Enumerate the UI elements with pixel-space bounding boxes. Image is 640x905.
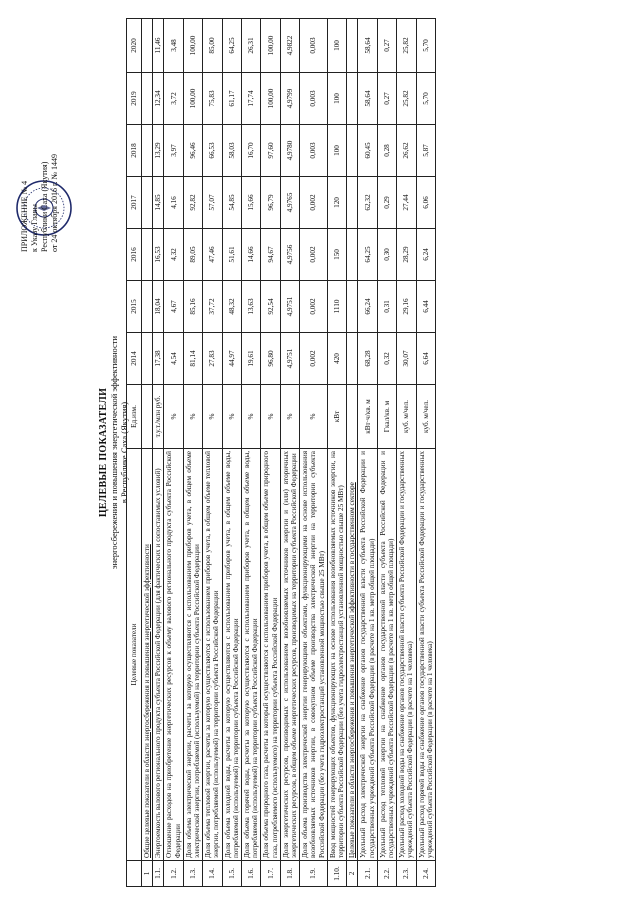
- value-cell: 4,9751: [280, 281, 299, 333]
- value-cell: 0,32: [377, 333, 396, 385]
- column-header: Ед.изм.: [127, 385, 142, 449]
- value-cell: [142, 281, 153, 333]
- value-cell: 0,003: [300, 73, 328, 125]
- value-cell: 3,72: [164, 73, 183, 125]
- value-cell: 100: [327, 125, 346, 177]
- value-cell: 4,9799: [280, 73, 299, 125]
- value-cell: [347, 19, 358, 73]
- value-cell: 28,29: [397, 229, 416, 281]
- target-indicators-table: [126, 18, 436, 887]
- table-row: [142, 19, 153, 887]
- value-cell: 14,66: [242, 229, 261, 281]
- indicator-name: Отношение расходов на приобретение энергетических ресурсов к объему валового регионального продукта субъекта Российской Федерации: [164, 449, 183, 861]
- value-cell: 12,34: [153, 73, 164, 125]
- value-cell: 100,00: [261, 73, 280, 125]
- row-number: 1.2.: [164, 861, 183, 887]
- value-cell: 92,82: [183, 177, 202, 229]
- value-cell: 44,97: [222, 333, 241, 385]
- value-cell: 75,83: [203, 73, 222, 125]
- table-row: [222, 19, 241, 887]
- value-cell: 96,46: [183, 125, 202, 177]
- value-cell: [347, 73, 358, 125]
- row-number: 1.1.: [153, 861, 164, 887]
- value-cell: 100,00: [183, 73, 202, 125]
- value-cell: 17,74: [242, 73, 261, 125]
- column-header: Целевые показатели: [127, 449, 142, 861]
- row-number: 1.3.: [183, 861, 202, 887]
- value-cell: 0,28: [377, 125, 396, 177]
- value-cell: 26,31: [242, 19, 261, 73]
- value-cell: 18,04: [153, 281, 164, 333]
- value-cell: 57,07: [203, 177, 222, 229]
- value-cell: 64,25: [222, 19, 241, 73]
- value-cell: [347, 333, 358, 385]
- value-cell: 66,53: [203, 125, 222, 177]
- region-name: Республики Саха (Якутия): [40, 161, 49, 252]
- indicator-name: Ввод мощностей генерирующих объектов, функционирующих на основе использования возобновляемых источников энергии, на территории субъекта Российской Федерации (без учета гидроэлектростанций установленной мощностью свыше 25 МВт): [327, 449, 346, 861]
- value-cell: 17,38: [153, 333, 164, 385]
- value-cell: 85,16: [183, 281, 202, 333]
- value-cell: 6,24: [416, 229, 435, 281]
- subtitle-line-2: в Республике Саха (Якутия): [119, 401, 129, 504]
- value-cell: [142, 333, 153, 385]
- title-block: [98, 0, 129, 905]
- value-cell: 27,44: [397, 177, 416, 229]
- value-cell: 3,48: [164, 19, 183, 73]
- value-cell: 150: [327, 229, 346, 281]
- table-row: [358, 19, 377, 887]
- value-cell: [347, 229, 358, 281]
- value-cell: 58,03: [222, 125, 241, 177]
- value-cell: [347, 125, 358, 177]
- column-header: 2018: [127, 125, 142, 177]
- row-number: 2.1.: [358, 861, 377, 887]
- value-cell: 25,82: [397, 73, 416, 125]
- appendix-number: ПРИЛОЖЕНИЕ № 4: [20, 180, 29, 252]
- value-cell: 37,72: [203, 281, 222, 333]
- value-cell: 1110: [327, 281, 346, 333]
- value-cell: 60,45: [358, 125, 377, 177]
- page-title: ЦЕЛЕВЫЕ ПОКАЗАТЕЛИ: [98, 387, 109, 518]
- row-number: 2: [347, 861, 358, 887]
- table-row: [327, 19, 346, 887]
- value-cell: 68,28: [358, 333, 377, 385]
- unit-cell: %: [183, 385, 202, 449]
- value-cell: 47,46: [203, 229, 222, 281]
- value-cell: 54,85: [222, 177, 241, 229]
- value-cell: 61,17: [222, 73, 241, 125]
- value-cell: 0,002: [300, 229, 328, 281]
- indicator-name: Удельный расход тепловой энергии на снабжение органов государственной власти субъекта Российской Федерации и государственных учреждений субъекта Российской Федерации (в расчете на 1 кв. метр общей площади): [377, 449, 396, 861]
- value-cell: 4,67: [164, 281, 183, 333]
- unit-cell: %: [203, 385, 222, 449]
- value-cell: 420: [327, 333, 346, 385]
- table-row: [183, 19, 202, 887]
- unit-cell: %: [242, 385, 261, 449]
- value-cell: 0,002: [300, 281, 328, 333]
- value-cell: 4,9756: [280, 229, 299, 281]
- row-number: 2.4.: [416, 861, 435, 887]
- indicator-name: Удельный расход горячей воды на снабжение органов государственной власти субъекта Российской Федерации и государственных учреждений субъекта Российской Федерации (в расчете на 1 человека): [416, 449, 435, 861]
- value-cell: 25,82: [397, 19, 416, 73]
- appendix-header: [20, 22, 60, 252]
- unit-cell: куб. м/чел.: [397, 385, 416, 449]
- value-cell: 62,32: [358, 177, 377, 229]
- row-number: 2.2.: [377, 861, 396, 887]
- value-cell: 100: [327, 19, 346, 73]
- indicator-name: Доля объема горячей воды, расчеты за которую осуществляются с использованием приборов учета, в общем объеме воды, потребляемой (используемой) на территории субъекта Российской Федерации: [242, 449, 261, 861]
- value-cell: 30,07: [397, 333, 416, 385]
- value-cell: [142, 73, 153, 125]
- value-cell: 6,64: [416, 333, 435, 385]
- value-cell: 4,9765: [280, 177, 299, 229]
- decree-date: от 24 октября 2016 г. № 1449: [50, 153, 59, 252]
- value-cell: 100: [327, 73, 346, 125]
- value-cell: 51,61: [222, 229, 241, 281]
- value-cell: 4,54: [164, 333, 183, 385]
- unit-cell: кВт: [327, 385, 346, 449]
- unit-cell: %: [300, 385, 328, 449]
- table-row: [347, 19, 358, 887]
- value-cell: 27,83: [203, 333, 222, 385]
- value-cell: [142, 229, 153, 281]
- row-number: 1.10.: [327, 861, 346, 887]
- value-cell: 26,62: [397, 125, 416, 177]
- value-cell: 100,00: [183, 19, 202, 73]
- value-cell: 66,24: [358, 281, 377, 333]
- value-cell: 120: [327, 177, 346, 229]
- indicator-name: Удельный расход электрической энергии на снабжение органов государственной власти субъекта Российской Федерации и государственных учреждений субъекта Российской Федерации (в расчете на 1 кв. метр общей площади): [358, 449, 377, 861]
- table-row: [203, 19, 222, 887]
- indicator-name: Доля объема электрической энергии, расчеты за которую осуществляются с использованием приборов учета, в общем объеме электрической энергии, потребляемой (используемой) на территории субъекта Российской Федерации: [183, 449, 202, 861]
- table-row: [377, 19, 396, 887]
- row-number: 1.7.: [261, 861, 280, 887]
- unit-cell: %: [222, 385, 241, 449]
- value-cell: 48,32: [222, 281, 241, 333]
- column-header: 2015: [127, 281, 142, 333]
- indicator-name: Общие целевые показатели в области энергосбережения и повышения энергетической эффективности: [142, 449, 153, 861]
- value-cell: 4,16: [164, 177, 183, 229]
- indicator-name: Удельный расход холодной воды на снабжение органов государственной власти субъекта Российской Федерации и государственных учреждений субъекта Российской Федерации (в расчете на 1 человека): [397, 449, 416, 861]
- indicator-name: Доля объема производства электрической энергии генерирующими объектами, функционирующими на основе использования возобновляемых источников энергии, в совокупном объеме производства электрической энергии на территории субъекта Российской Федерации (без учета гидроэлектростанций установленной мощностью свыше 25 МВт): [300, 449, 328, 861]
- subtitle-line-1: энергосбережения и повышения энергетической эффективности: [109, 335, 119, 570]
- row-number: 1.5.: [222, 861, 241, 887]
- column-header: 2020: [127, 19, 142, 73]
- value-cell: 0,27: [377, 73, 396, 125]
- value-cell: 11,46: [153, 19, 164, 73]
- unit-cell: куб. м/чел.: [416, 385, 435, 449]
- table-row: [153, 19, 164, 887]
- value-cell: 0,30: [377, 229, 396, 281]
- value-cell: 58,64: [358, 19, 377, 73]
- value-cell: 0,29: [377, 177, 396, 229]
- value-cell: [142, 19, 153, 73]
- value-cell: 16,70: [242, 125, 261, 177]
- value-cell: 0,31: [377, 281, 396, 333]
- column-header: 2017: [127, 177, 142, 229]
- table-row: [164, 19, 183, 887]
- table-row: [397, 19, 416, 887]
- value-cell: 92,54: [261, 281, 280, 333]
- row-number: 1: [142, 861, 153, 887]
- column-header: [127, 861, 142, 887]
- value-cell: 5,87: [416, 125, 435, 177]
- table-row: [416, 19, 435, 887]
- value-cell: [142, 125, 153, 177]
- value-cell: 6,06: [416, 177, 435, 229]
- value-cell: 16,53: [153, 229, 164, 281]
- row-number: 1.9.: [300, 861, 328, 887]
- indicator-name: Доля энергетических ресурсов, производимых с использованием возобновляемых источников энергии и (или) вторичных энергетических ресурсов, в общем объеме энергетических ресурсов, производимых на территории субъекта Российской Федерации: [280, 449, 299, 861]
- value-cell: 3,97: [164, 125, 183, 177]
- value-cell: 4,9822: [280, 19, 299, 73]
- indicator-name: Доля объема холодной воды, расчеты за которую осуществляются с использованием приборов учета, в общем объеме воды, потребляемой (используемой) на территории субъекта Российской Федерации: [222, 449, 241, 861]
- value-cell: 15,66: [242, 177, 261, 229]
- table-row: [300, 19, 328, 887]
- value-cell: 13,29: [153, 125, 164, 177]
- value-cell: 100,00: [261, 19, 280, 73]
- value-cell: 58,64: [358, 73, 377, 125]
- indicator-name: Энергоемкость валового регионального продукта субъекта Российской Федерации (для фактических и сопоставимых условий): [153, 449, 164, 861]
- value-cell: 4,9751: [280, 333, 299, 385]
- table-row: [280, 19, 299, 887]
- value-cell: 14,85: [153, 177, 164, 229]
- table-header-row: [127, 19, 142, 887]
- value-cell: [347, 177, 358, 229]
- row-number: 1.4.: [203, 861, 222, 887]
- column-header: 2016: [127, 229, 142, 281]
- value-cell: 64,25: [358, 229, 377, 281]
- unit-cell: т.у.т./млн руб.: [153, 385, 164, 449]
- indicator-name: Доля объема тепловой энергии, расчеты за которую осуществляются с использованием приборов учета, в общем объеме тепловой энергии, потребляемой (используемой) на территории субъекта Российской Федерации: [203, 449, 222, 861]
- value-cell: 19,61: [242, 333, 261, 385]
- unit-cell: кВт·ч/кв. м: [358, 385, 377, 449]
- value-cell: 96,80: [261, 333, 280, 385]
- value-cell: 0,003: [300, 125, 328, 177]
- value-cell: 29,16: [397, 281, 416, 333]
- value-cell: 0,002: [300, 177, 328, 229]
- decree-reference: к Указу Главы: [30, 204, 39, 252]
- value-cell: 96,79: [261, 177, 280, 229]
- value-cell: 5,70: [416, 19, 435, 73]
- row-number: 1.8.: [280, 861, 299, 887]
- row-number: 2.3.: [397, 861, 416, 887]
- value-cell: 13,63: [242, 281, 261, 333]
- value-cell: 94,67: [261, 229, 280, 281]
- value-cell: 89,05: [183, 229, 202, 281]
- value-cell: [347, 281, 358, 333]
- value-cell: 0,27: [377, 19, 396, 73]
- value-cell: 85,00: [203, 19, 222, 73]
- value-cell: 0,002: [300, 333, 328, 385]
- value-cell: 4,32: [164, 229, 183, 281]
- indicator-name: Целевые показатели в области энергосбережения и повышения энергетической эффективности в государственном секторе: [347, 449, 358, 861]
- unit-cell: %: [164, 385, 183, 449]
- table-row: [261, 19, 280, 887]
- table-row: [242, 19, 261, 887]
- unit-cell: [142, 385, 153, 449]
- row-number: 1.6.: [242, 861, 261, 887]
- unit-cell: %: [261, 385, 280, 449]
- column-header: 2019: [127, 73, 142, 125]
- indicator-name: Доля объема природного газа, расчеты за который осуществляются с использованием приборов учета, в общем объеме природного газа, потребляемого (используемого) на территории субъекта Российской Федерации: [261, 449, 280, 861]
- value-cell: [142, 177, 153, 229]
- value-cell: 97,60: [261, 125, 280, 177]
- unit-cell: %: [280, 385, 299, 449]
- value-cell: 4,9780: [280, 125, 299, 177]
- column-header: 2014: [127, 333, 142, 385]
- unit-cell: [347, 385, 358, 449]
- value-cell: 6,44: [416, 281, 435, 333]
- value-cell: 0,003: [300, 19, 328, 73]
- value-cell: 5,70: [416, 73, 435, 125]
- unit-cell: Гкал/кв. м: [377, 385, 396, 449]
- value-cell: 81,14: [183, 333, 202, 385]
